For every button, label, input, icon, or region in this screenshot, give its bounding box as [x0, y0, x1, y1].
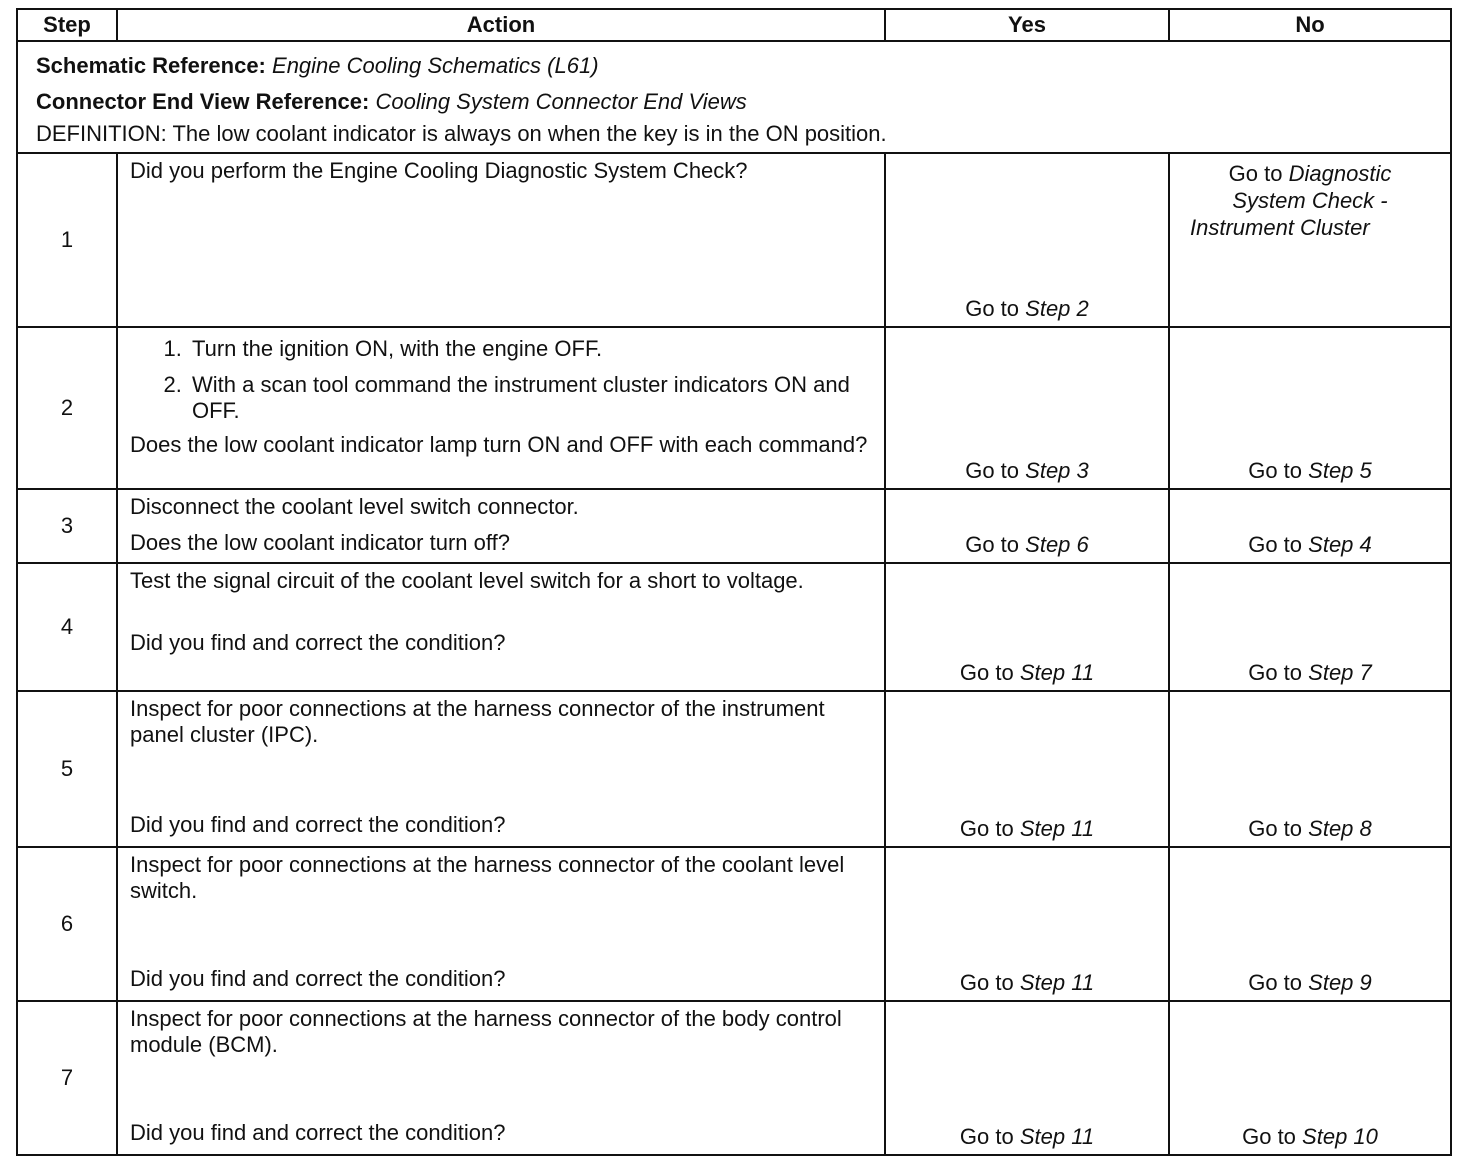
action-text: Inspect for poor connections at the harness connector of the coolant level switch. — [130, 852, 845, 903]
action-question: Does the low coolant indicator lamp turn ON and OFF with each command? — [130, 432, 868, 457]
header-step: Step — [17, 9, 117, 41]
step-number: 1 — [17, 153, 117, 327]
go-to-label: Go to — [965, 532, 1020, 557]
reference-cell — [17, 41, 1451, 153]
yes-cell — [885, 153, 1169, 327]
table-row — [17, 691, 1451, 847]
no-cell — [1169, 1001, 1451, 1155]
table-row — [17, 327, 1451, 489]
table-row — [17, 563, 1451, 691]
go-to-label: Go to — [1248, 458, 1303, 483]
action-cell — [117, 691, 885, 847]
step-number: 3 — [17, 489, 117, 563]
table-row — [17, 489, 1451, 563]
action-cell — [117, 327, 885, 489]
connector-ref-value: Cooling System Connector End Views — [375, 89, 747, 114]
header-action: Action — [117, 9, 885, 41]
no-link[interactable]: Step 8 — [1308, 816, 1372, 841]
no-link[interactable]: Step 9 — [1308, 970, 1372, 995]
action-question: Does the low coolant indicator turn off? — [130, 530, 510, 555]
yes-cell — [885, 327, 1169, 489]
action-text: Test the signal circuit of the coolant level switch for a short to voltage. — [130, 568, 804, 593]
go-to-label: Go to — [959, 816, 1014, 841]
go-to-label: Go to — [959, 1124, 1014, 1149]
yes-cell — [885, 847, 1169, 1001]
schematic-ref-value: Engine Cooling Schematics (L61) — [272, 53, 599, 78]
yes-link[interactable]: Step 6 — [1025, 532, 1089, 557]
substep-item: 2. With a scan tool command the instrument cluster indicators ON and OFF. — [188, 372, 874, 424]
yes-cell — [885, 1001, 1169, 1155]
no-cell — [1169, 563, 1451, 691]
action-question: Did you find and correct the condition? — [130, 1120, 506, 1145]
action-question: Did you find and correct the condition? — [130, 812, 506, 837]
substep-item: 1. Turn the ignition ON, with the engine OFF. — [188, 336, 874, 362]
no-link[interactable]: Step 7 — [1308, 660, 1372, 685]
action-cell — [117, 489, 885, 563]
action-text: Disconnect the coolant level switch connector. — [130, 494, 579, 519]
schematic-ref-label: Schematic Reference: — [36, 53, 266, 78]
no-link-cont[interactable]: System Check - — [1232, 188, 1388, 213]
step-number: 5 — [17, 691, 117, 847]
action-cell — [117, 153, 885, 327]
action-cell — [117, 1001, 885, 1155]
action-text: Inspect for poor connections at the harness connector of the body control module (BCM). — [130, 1006, 842, 1057]
step-number: 6 — [17, 847, 117, 1001]
yes-link[interactable]: Step 11 — [1019, 660, 1095, 685]
go-to-label: Go to — [1248, 970, 1303, 995]
yes-link[interactable]: Step 11 — [1019, 970, 1095, 995]
connector-ref-label: Connector End View Reference: — [36, 89, 370, 114]
go-to-label: Go to — [1248, 816, 1303, 841]
go-to-label: Go to — [1248, 532, 1303, 557]
reference-row — [17, 41, 1451, 153]
go-to-label: Go to — [959, 970, 1014, 995]
no-link[interactable]: Diagnostic — [1288, 161, 1392, 186]
action-cell — [117, 563, 885, 691]
action-question: Did you find and correct the condition? — [130, 630, 506, 655]
go-to-label: Go to — [965, 296, 1020, 321]
no-link[interactable]: Step 4 — [1308, 532, 1372, 557]
action-cell — [117, 847, 885, 1001]
table-row — [17, 847, 1451, 1001]
header-no: No — [1169, 9, 1451, 41]
yes-link[interactable]: Step 11 — [1019, 1124, 1095, 1149]
no-cell — [1169, 847, 1451, 1001]
step-number: 2 — [17, 327, 117, 489]
yes-cell — [885, 489, 1169, 563]
table-row — [17, 153, 1451, 327]
action-question: Did you find and correct the condition? — [130, 966, 506, 991]
table-row — [17, 1001, 1451, 1155]
header-row — [17, 9, 1451, 41]
no-cell — [1169, 327, 1451, 489]
yes-cell — [885, 691, 1169, 847]
go-to-label: Go to — [1248, 660, 1303, 685]
go-to-label: Go to — [1228, 161, 1283, 186]
no-link[interactable]: Step 10 — [1302, 1124, 1378, 1149]
no-link-cont[interactable]: Instrument Cluster — [1190, 215, 1370, 240]
step-number: 7 — [17, 1001, 117, 1155]
no-cell — [1169, 153, 1451, 327]
definition-text: DEFINITION: The low coolant indicator is always on when the key is in the ON position. — [36, 121, 887, 146]
no-cell — [1169, 691, 1451, 847]
go-to-label: Go to — [1242, 1124, 1296, 1149]
yes-cell — [885, 563, 1169, 691]
action-text: Did you perform the Engine Cooling Diagnostic System Check? — [130, 158, 748, 183]
yes-link[interactable]: Step 3 — [1025, 458, 1089, 483]
go-to-label: Go to — [959, 660, 1014, 685]
diagnostic-table — [16, 8, 1452, 1156]
action-text: Inspect for poor connections at the harness connector of the instrument panel cluster (IPC). — [130, 696, 825, 747]
yes-link[interactable]: Step 11 — [1019, 816, 1095, 841]
header-yes: Yes — [885, 9, 1169, 41]
no-link[interactable]: Step 5 — [1308, 458, 1372, 483]
substep-list — [130, 336, 874, 424]
step-number: 4 — [17, 563, 117, 691]
no-cell — [1169, 489, 1451, 563]
yes-link[interactable]: Step 2 — [1025, 296, 1089, 321]
go-to-label: Go to — [965, 458, 1020, 483]
